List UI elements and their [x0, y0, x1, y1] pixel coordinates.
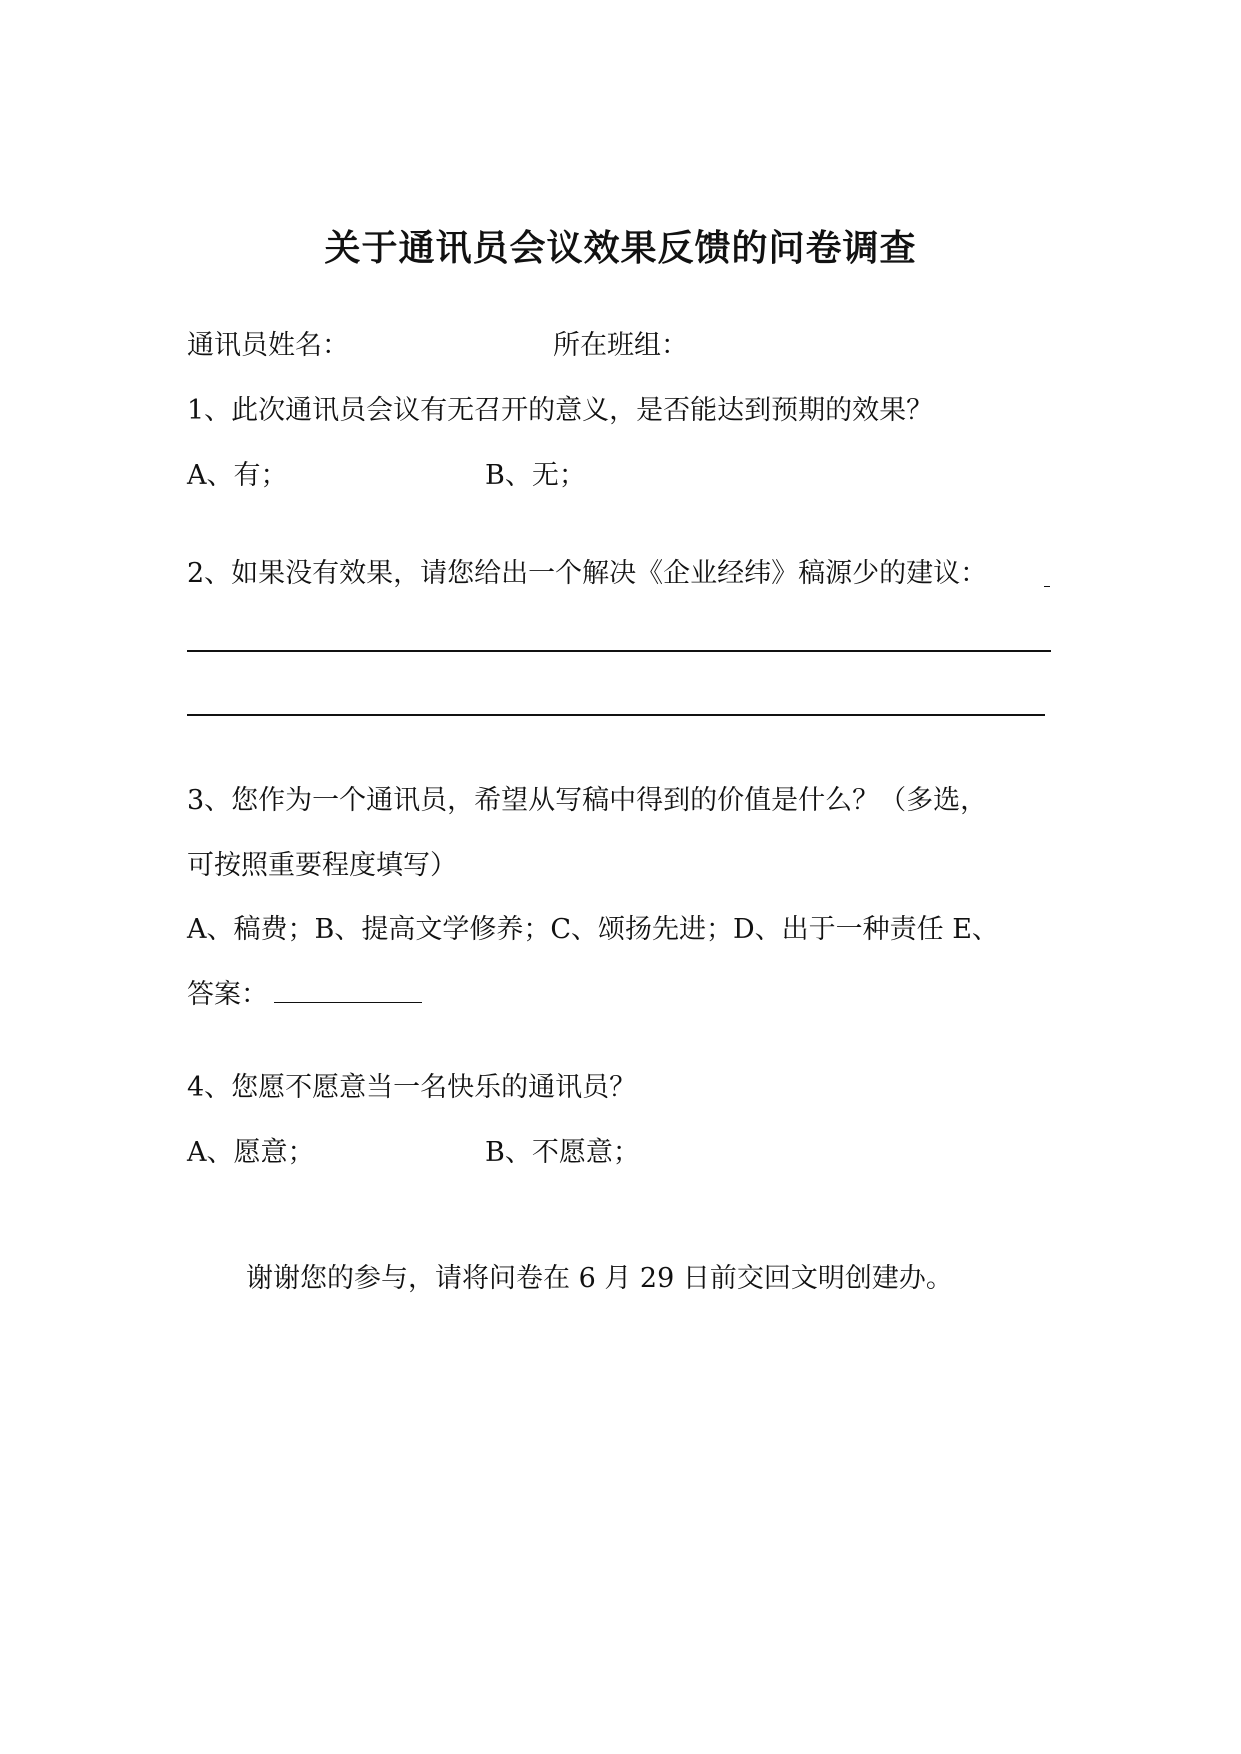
question-1-option-b[interactable]: B、无；	[485, 460, 586, 491]
closing-note: 谢谢您的参与，请将问卷在 6 月 29 日前交回文明创建办。	[246, 1263, 953, 1294]
question-3-line-2: 可按照重要程度填写）	[187, 850, 457, 881]
question-2-answer-start	[1044, 586, 1050, 587]
question-1-option-a[interactable]: A、有；	[187, 460, 288, 491]
question-3-options: A、稿费；B、提高文学修养；C、颂扬先进；D、出于一种责任 E、	[187, 914, 999, 945]
question-4-option-b[interactable]: B、不愿意；	[485, 1137, 640, 1168]
question-2-answer-line-2[interactable]	[187, 714, 1045, 716]
question-3-line-1: 3、您作为一个通讯员，希望从写稿中得到的价值是什么？（多选，	[187, 785, 988, 816]
question-3-answer-label: 答案：	[187, 979, 268, 1010]
question-2-answer-line-1[interactable]	[187, 650, 1051, 652]
question-3-answer-blank[interactable]	[274, 978, 422, 1003]
question-2: 2、如果没有效果，请您给出一个解决《企业经纬》稿源少的建议：	[187, 558, 988, 589]
document-title: 关于通讯员会议效果反馈的问卷调查	[324, 227, 917, 269]
name-field-label: 通讯员姓名：	[187, 330, 349, 361]
team-field-label: 所在班组：	[553, 330, 688, 361]
question-4-option-a[interactable]: A、愿意；	[187, 1137, 315, 1168]
question-1: 1、此次通讯员会议有无召开的意义，是否能达到预期的效果？	[187, 395, 934, 426]
question-4: 4、您愿不愿意当一名快乐的通讯员？	[187, 1072, 637, 1103]
question-3-answer-row	[187, 977, 422, 1013]
